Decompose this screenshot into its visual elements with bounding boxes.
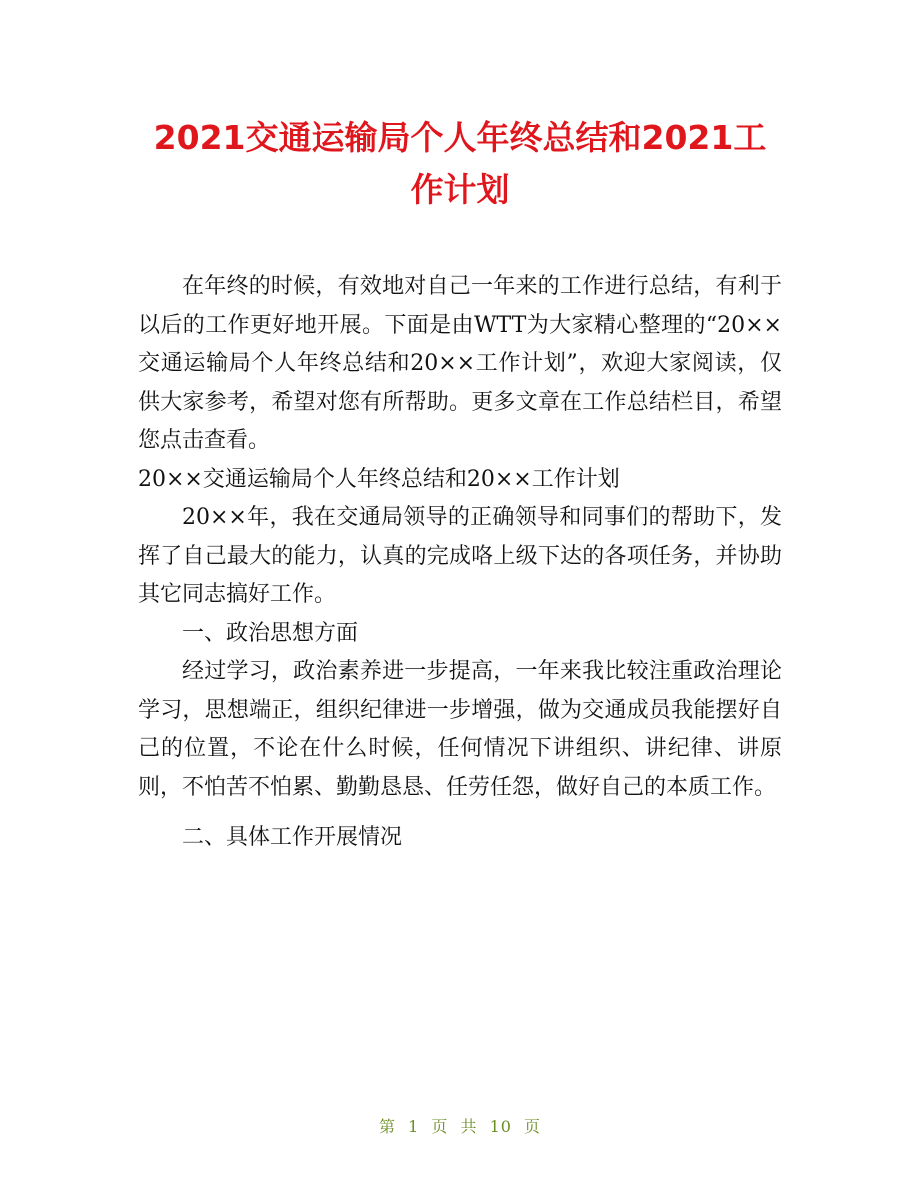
heading-political: 一、政治思想方面: [182, 620, 359, 646]
footer-label-gong: 共: [460, 1117, 478, 1136]
page-footer: [0, 1114, 920, 1137]
document-title: 2021交通运输局个人年终总结和2021工作计划: [153, 118, 767, 209]
footer-label-di: 第: [378, 1117, 396, 1136]
body-paragraph-1: 20××年，我在交通局领导的正确领导和同事们的帮助下，发挥了自己最大的能力，认真的完成咯上级下达的各项任务，并协助其它同志搞好工作。: [138, 505, 782, 607]
section-subtitle: 20××交通运输局个人年终总结和20××工作计划: [138, 466, 620, 492]
body-paragraph-2: 经过学习，政治素养进一步提高，一年来我比较注重政治理论学习，思想端正，组织纪律进一步增强，做为交通成员我能摆好自己的位置，不论在什么时候，任何情况下讲组织、讲纪律、讲原则，不怕苦不怕累、勤勤恳恳、任劳任怨，做好自己的本质工作。: [138, 659, 782, 800]
footer-total-pages: 10: [489, 1117, 512, 1136]
heading-work-status: 二、具体工作开展情况: [182, 825, 403, 850]
footer-label-ye-2: 页: [524, 1117, 542, 1136]
document-body: [138, 268, 782, 858]
footer-label-ye: 页: [431, 1117, 449, 1136]
footer-current-page: 1: [408, 1117, 420, 1136]
intro-paragraph: 在年终的时候，有效地对自己一年来的工作进行总结，有利于以后的工作更好地开展。下面是由WTT为大家精心整理的“20××交通运输局个人年终总结和20××工作计划”，欢迎大家阅读，仅供大家参考，希望对您有所帮助。更多文章在工作总结栏目，希望您点击查看。: [138, 274, 782, 453]
